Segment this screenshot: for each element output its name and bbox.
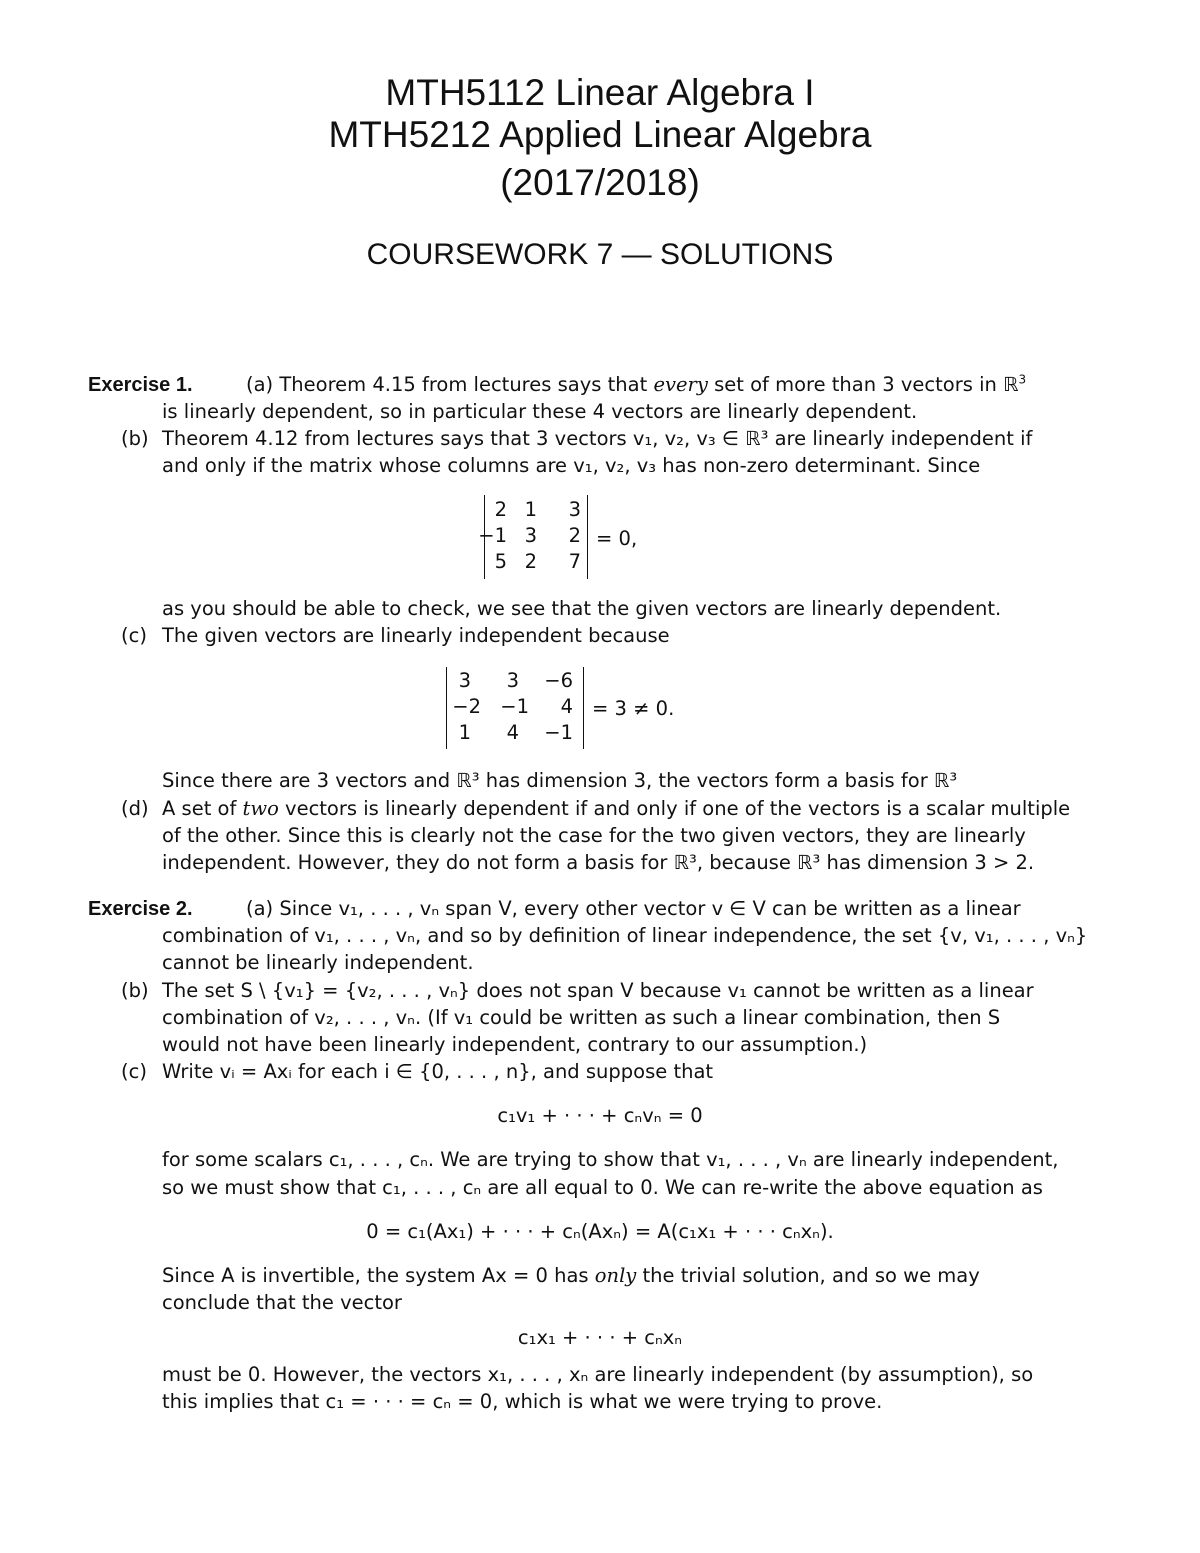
ex2-c-line-3: so we must show that c₁, . . . , cₙ are all equal to 0. We can re-write the above equation as <box>162 1176 1043 1199</box>
ex2-a-line-2: combination of v₁, . . . , vₙ, and so by definition of linear independence, the set {v, v₁, . . . , vₙ} <box>162 924 1088 947</box>
ex1-b-line-2: and only if the matrix whose columns are v₁, v₂, v₃ has non-zero determinant. Since <box>162 454 981 477</box>
det-c-cell: 4 <box>560 695 573 718</box>
page-subtitle: COURSEWORK 7 — SOLUTIONS <box>366 238 834 271</box>
det-b-result: = 0, <box>596 527 638 550</box>
exercise-1-label: Exercise 1. <box>88 374 193 396</box>
equation-2: 0 = c₁(Ax₁) + · · · + cₙ(Axₙ) = A(c₁x₁ + · · · cₙxₙ). <box>366 1220 834 1243</box>
ex1-b-line-1: Theorem 4.12 from lectures says that 3 vectors v₁, v₂, v₃ ∈ ℝ³ are linearly independent if <box>162 427 1033 450</box>
det-b-cell: 2 <box>524 550 537 573</box>
ex2-c-line-6: must be 0. However, the vectors x₁, . . . , xₙ are linearly independent (by assumption), so <box>162 1363 1034 1386</box>
exercise-2-label: Exercise 2. <box>88 898 193 920</box>
det-c-cell: −1 <box>544 721 573 744</box>
ex1-c-line-1: The given vectors are linearly independent because <box>162 624 670 647</box>
equation-3: c₁x₁ + · · · + cₙxₙ <box>517 1326 683 1349</box>
ex1-a-line-2: is linearly dependent, so in particular these 4 vectors are linearly dependent. <box>162 400 918 423</box>
ex2-c-line-7: this implies that c₁ = · · · = cₙ = 0, which is what we were trying to prove. <box>162 1390 883 1413</box>
det-b-cell: 7 <box>568 550 581 573</box>
det-c-cell: 3 <box>458 669 471 692</box>
det-b-cell: 5 <box>494 550 507 573</box>
det-c-cell: −6 <box>544 669 573 692</box>
ex1-b-line-3: as you should be able to check, we see that the given vectors are linearly dependent. <box>162 597 1002 620</box>
ex1-c-line-2: Since there are 3 vectors and ℝ³ has dimension 3, the vectors form a basis for ℝ³ <box>162 769 958 792</box>
title-line-1: MTH5112 Linear Algebra I <box>385 72 815 113</box>
det-b-cell: 2 <box>568 524 581 547</box>
det-c-cell: −2 <box>452 695 481 718</box>
ex2-c-line-2: for some scalars c₁, . . . , cₙ. We are trying to show that v₁, . . . , vₙ are linearly independent, <box>162 1148 1059 1171</box>
ex2-c-line-1: Write vᵢ = Axᵢ for each i ∈ {0, . . . , n}, and suppose that <box>162 1060 714 1083</box>
ex1-d-line-1: A set of two vectors is linearly dependent if and only if one of the vectors is a scalar multiple <box>162 797 1071 820</box>
ex1-c-marker: (c) <box>121 624 147 647</box>
det-b-cell: −1 <box>478 524 507 547</box>
det-c-cell: 4 <box>506 721 519 744</box>
ex1-d-marker: (d) <box>121 797 149 820</box>
ex2-b-line-1: The set S \ {v₁} = {v₂, . . . , vₙ} does not span V because v₁ cannot be written as a linear <box>162 979 1034 1002</box>
title-line-2: MTH5212 Applied Linear Algebra <box>328 114 872 155</box>
ex1-a-line-1: (a) Theorem 4.15 from lectures says that every set of more than 3 vectors in ℝ$^3$ <box>246 372 1027 396</box>
ex2-c-marker: (c) <box>121 1060 147 1083</box>
equation-1: c₁v₁ + · · · + cₙvₙ = 0 <box>497 1104 703 1127</box>
ex2-c-line-4: Since A is invertible, the system Ax = 0 has only the trivial solution, and so we may <box>162 1264 980 1287</box>
determinant-c <box>446 667 584 749</box>
det-b-cell: 2 <box>494 498 507 521</box>
det-b-cell: 3 <box>568 498 581 521</box>
ex1-d-line-3: independent. However, they do not form a basis for ℝ³, because ℝ³ has dimension 3 > 2. <box>162 851 1035 874</box>
ex2-c-line-5: conclude that the vector <box>162 1291 402 1314</box>
ex2-a-line-1: (a) Since v₁, . . . , vₙ span V, every other vector v ∈ V can be written as a linear <box>246 897 1021 920</box>
title-line-3: (2017/2018) <box>500 162 700 203</box>
ex1-b-marker: (b) <box>121 427 149 450</box>
ex2-a-line-3: cannot be linearly independent. <box>162 951 474 974</box>
ex2-b-line-3: would not have been linearly independent, contrary to our assumption.) <box>162 1033 868 1056</box>
det-c-result: = 3 ≠ 0. <box>592 697 675 720</box>
det-c-cell: 1 <box>458 721 471 744</box>
determinant-b <box>478 495 588 579</box>
det-b-cell: 1 <box>524 498 537 521</box>
ex2-b-line-2: combination of v₂, . . . , vₙ. (If v₁ could be written as such a linear combination, then S <box>162 1006 1001 1029</box>
det-c-cell: −1 <box>500 695 529 718</box>
det-b-cell: 3 <box>524 524 537 547</box>
ex1-d-line-2: of the other. Since this is clearly not the case for the two given vectors, they are linearly <box>162 824 1026 847</box>
ex2-b-marker: (b) <box>121 979 149 1002</box>
det-c-cell: 3 <box>506 669 519 692</box>
